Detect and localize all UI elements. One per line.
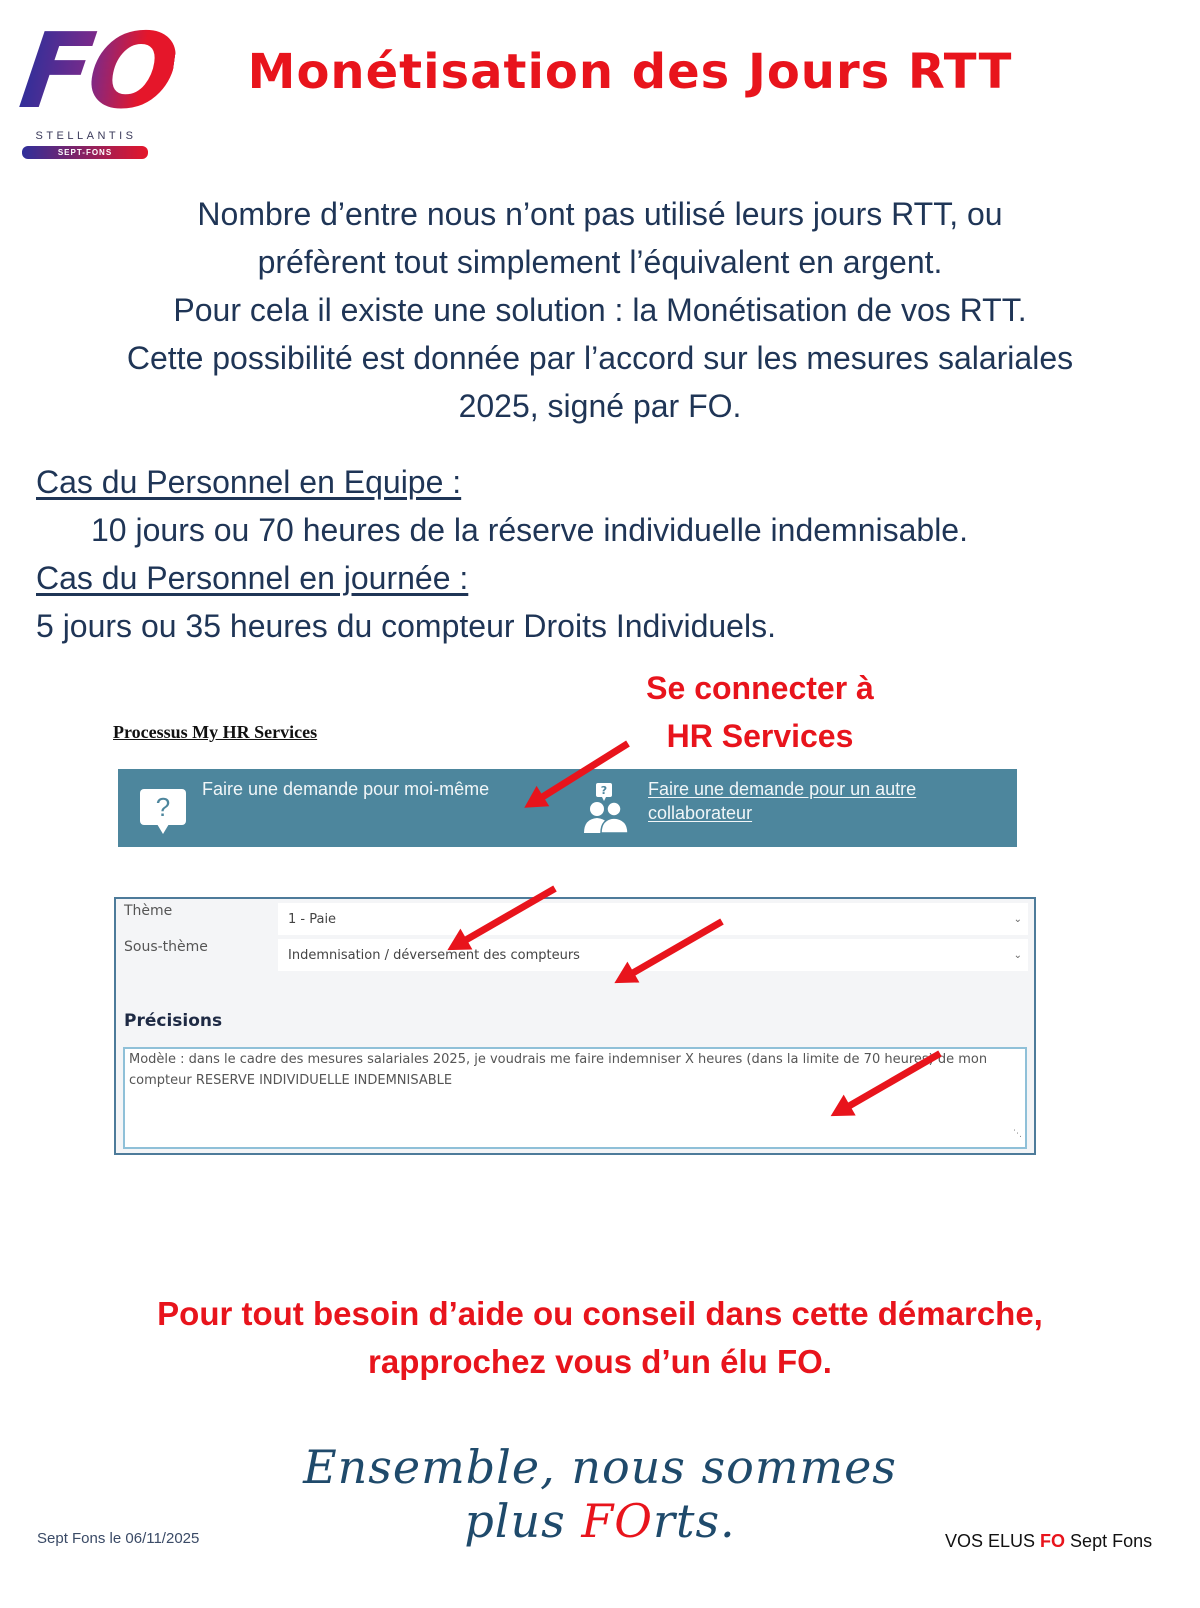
connect-line-1: Se connecter à [646,670,874,706]
signature-end: Sept Fons [1065,1531,1153,1551]
request-self-label: Faire une demande pour moi-même [202,779,490,799]
request-self-button[interactable] [140,777,489,825]
theme-label: Thème [124,903,173,919]
precisions-textarea[interactable] [123,1047,1027,1149]
intro-line: préfèrent tout simplement l’équivalent en argent. [257,244,943,280]
help-line-1: Pour tout besoin d’aide ou conseil dans cette démarche, [157,1295,1043,1332]
chevron-down-icon: ⌄ [1013,914,1022,925]
intro-line: Cette possibilité est donnée par l’accord sur les mesures salariales [126,340,1074,376]
case-heading-journee: Cas du Personnel en journée : [36,560,469,596]
request-form [114,897,1036,1155]
signature-text: VOS ELUS [945,1531,1041,1551]
page-title: Monétisation des Jours RTT [247,44,1013,100]
chevron-down-icon: ⌄ [1013,950,1022,961]
intro-line: 2025, signé par FO. [458,388,742,424]
fo-stellantis-logo [13,10,183,157]
intro-paragraph [30,190,1170,430]
precisions-value: Modèle : dans le cadre des mesures salariales 2025, je voudrais me faire indemniser X heures (dans la limite de 70 heures) de mon compteur RESERVE INDIVIDUELLE INDEMNISABLE [129,1052,988,1088]
connect-line-2: HR Services [666,718,854,754]
connect-annotation [620,664,900,760]
theme-value: 1 - Paie [288,912,337,927]
question-bubble-icon: ? [140,789,186,825]
case-detail-journee: 5 jours ou 35 heures du compteur Droits Individuels. [36,608,776,644]
request-other-link[interactable] [582,777,968,835]
subtheme-value: Indemnisation / déversement des compteurs [288,948,580,963]
logo-site: SEPT-FONS [22,146,148,159]
request-other-label: Faire une demande pour un autre collaborateur [648,779,917,823]
subtheme-select[interactable] [278,939,1028,971]
slogan-highlight: FO [581,1494,653,1548]
signature-highlight: FO [1040,1531,1066,1551]
resize-grip-icon[interactable]: ⋱ [1013,1129,1022,1139]
precisions-label: Précisions [124,1011,223,1031]
logo-letters: FO [13,10,183,132]
help-line-2: rapprochez vous d’un élu FO. [368,1343,832,1380]
logo-brand: STELLANTIS [35,130,137,142]
case-detail-equipe: 10 jours ou 70 heures de la réserve individuelle indemnisable. [91,512,968,548]
case-heading-equipe: Cas du Personnel en Equipe : [36,464,462,500]
help-message [60,1290,1140,1386]
footer-signature [945,1531,1152,1552]
slogan [250,1440,950,1548]
intro-line: Pour cela il existe une solution : la Monétisation de vos RTT. [173,292,1027,328]
svg-text:?: ? [600,784,608,797]
theme-select[interactable] [278,903,1028,935]
footer-date: Sept Fons le 06/11/2025 [37,1530,200,1547]
slogan-end: rts. [652,1494,736,1548]
people-question-icon [582,781,630,835]
subtheme-label: Sous-thème [124,939,208,955]
cases-section [36,458,1176,650]
slogan-text: Ensemble, nous sommes plus [303,1440,897,1548]
process-title: Processus My HR Services [113,722,318,742]
intro-line: Nombre d’entre nous n’ont pas utilisé leurs jours RTT, ou [197,196,1003,232]
